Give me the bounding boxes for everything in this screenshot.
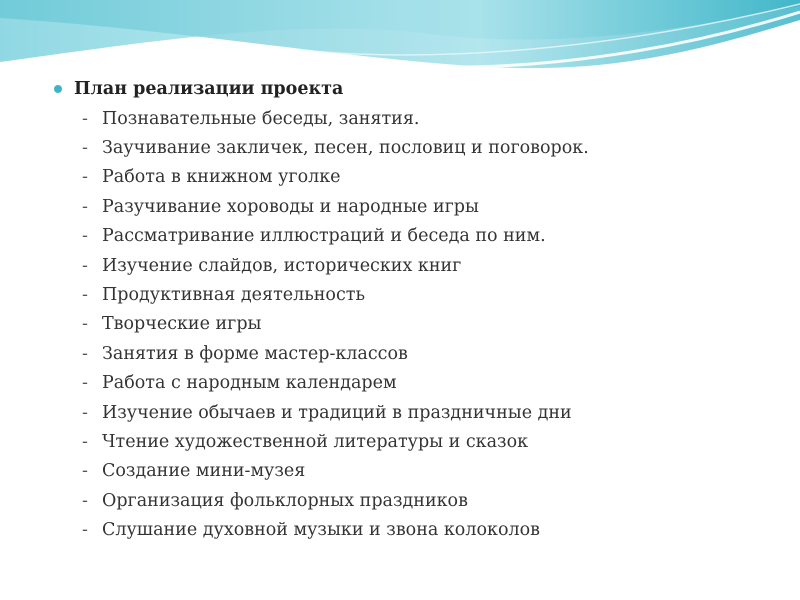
list-item	[82, 133, 774, 162]
list-item	[82, 310, 774, 339]
slide-heading	[54, 74, 774, 104]
list-item	[82, 427, 774, 456]
list-item	[82, 192, 774, 221]
dash-marker: -	[82, 343, 88, 364]
plan-list	[54, 104, 774, 545]
list-item-text: Рассматривание иллюстраций и беседа по ним.	[102, 226, 546, 247]
list-item-text: Занятия в форме мастер-классов	[102, 343, 408, 364]
list-item	[82, 339, 774, 368]
dash-marker: -	[82, 314, 88, 335]
dash-marker: -	[82, 461, 88, 482]
dash-marker: -	[82, 373, 88, 394]
list-item	[82, 163, 774, 192]
dash-marker: -	[82, 255, 88, 276]
list-item-text: Слушание духовной музыки и звона колоколов	[102, 520, 540, 541]
dash-marker: -	[82, 167, 88, 188]
list-item	[82, 398, 774, 427]
dash-marker: -	[82, 196, 88, 217]
dash-marker: -	[82, 285, 88, 306]
list-item-text: Продуктивная деятельность	[102, 285, 365, 306]
list-item-text: Творческие игры	[102, 314, 262, 335]
list-item-text: Создание мини-музея	[102, 461, 306, 482]
list-item	[82, 104, 774, 133]
dash-marker: -	[82, 402, 88, 423]
dash-marker: -	[82, 138, 88, 159]
list-item-text: Изучение обычаев и традиций в праздничные дни	[102, 402, 572, 423]
bullet-dot-icon	[54, 85, 62, 93]
list-item-text: Работа в книжном уголке	[102, 167, 341, 188]
list-item	[82, 369, 774, 398]
list-item-text: Работа с народным календарем	[102, 373, 397, 394]
list-item	[82, 222, 774, 251]
list-item	[82, 457, 774, 486]
list-item-text: Чтение художественной литературы и сказок	[102, 431, 529, 452]
list-item	[82, 251, 774, 280]
dash-marker: -	[82, 431, 88, 452]
dash-marker: -	[82, 226, 88, 247]
dash-marker: -	[82, 490, 88, 511]
slide-content	[54, 74, 774, 545]
list-item-text: Изучение слайдов, исторических книг	[102, 255, 462, 276]
dash-marker: -	[82, 108, 88, 129]
list-item	[82, 486, 774, 515]
list-item-text: Разучивание хороводы и народные игры	[102, 196, 479, 217]
heading-text: План реализации проекта	[74, 79, 344, 99]
list-item-text: Организация фольклорных праздников	[102, 490, 468, 511]
dash-marker: -	[82, 520, 88, 541]
list-item-text: Заучивание закличек, песен, пословиц и поговорок.	[102, 138, 589, 159]
list-item	[82, 515, 774, 544]
list-item	[82, 280, 774, 309]
list-item-text: Познавательные беседы, занятия.	[102, 108, 420, 129]
